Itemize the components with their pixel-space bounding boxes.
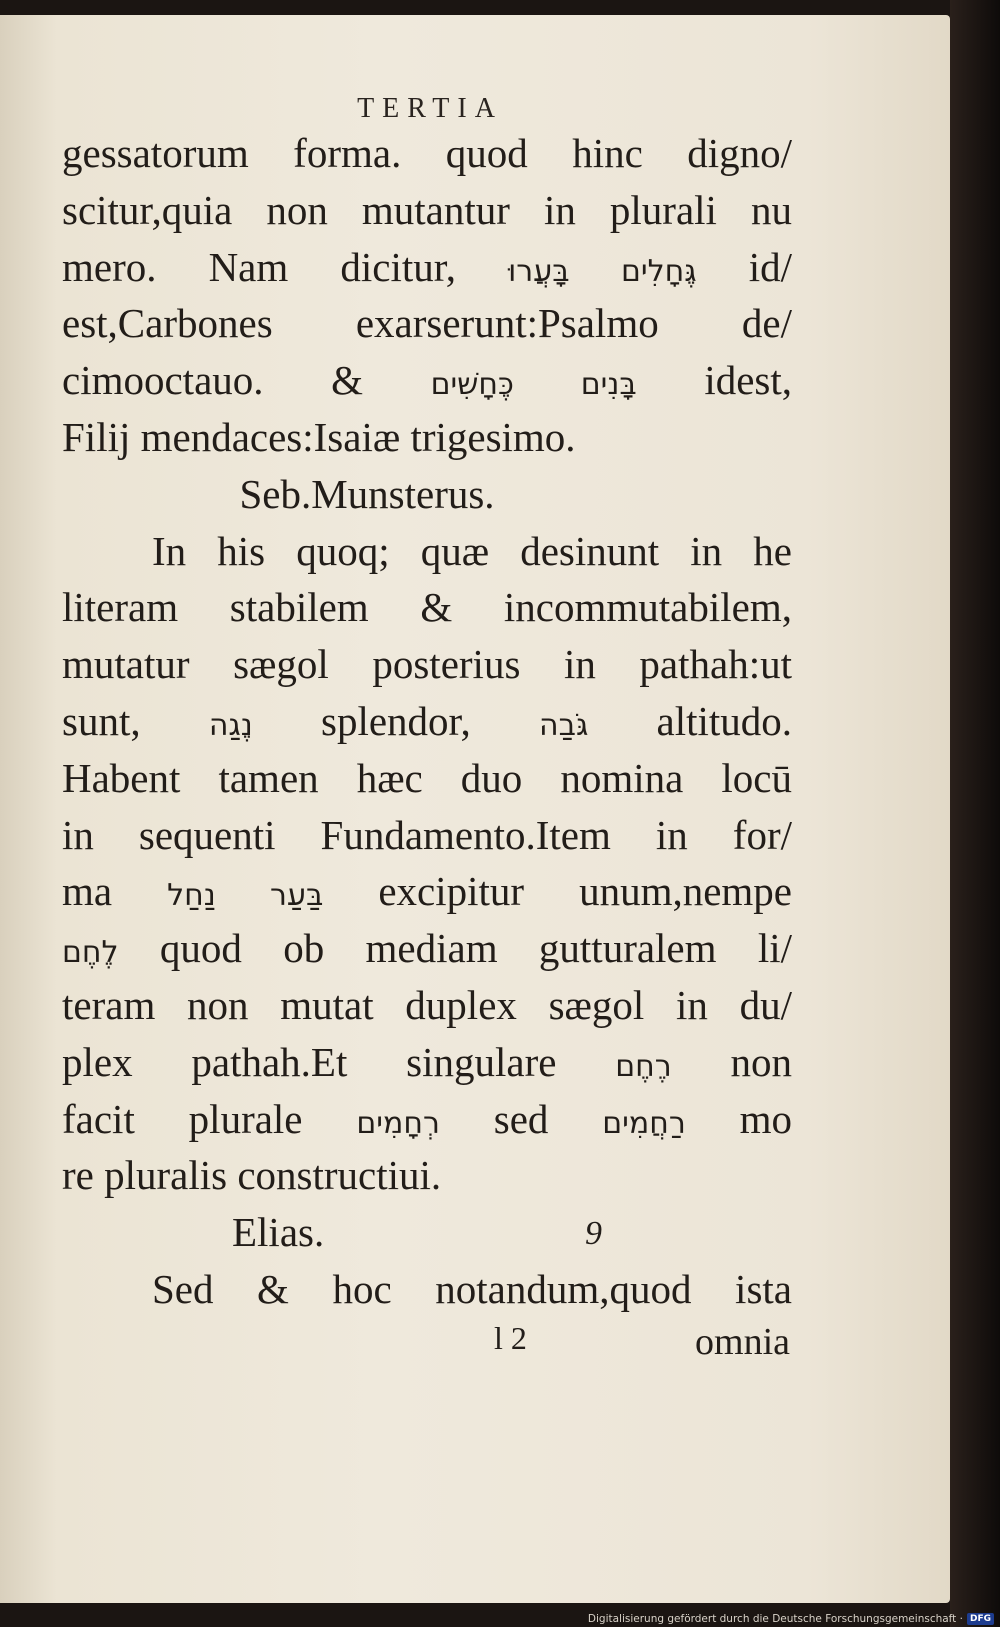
section-heading: Seb.Munsterus. — [239, 470, 495, 517]
text-line: plex pathah.Et singulare רֶחֶם non — [62, 1038, 792, 1085]
text-line: scitur,quia non mutantur in plurali nu — [62, 186, 792, 233]
text-line: facit plurale רְחָמִים sed רַחֲמִים mo — [62, 1095, 792, 1142]
book-spine — [950, 0, 1000, 1627]
text-line: re pluralis constructiui. — [62, 1152, 442, 1199]
catchword: omnia — [695, 1321, 790, 1363]
running-head: TERTIA — [357, 93, 503, 124]
credit-text: Digitalisierung gefördert durch die Deutsche Forschungsgemeinschaft · — [587, 1613, 963, 1625]
text-line: In his quoq; quæ desinunt in he — [152, 527, 792, 574]
text-line: est,Carbones exarserunt:Psalmo de/ — [62, 300, 792, 347]
text-line: gessatorum forma. quod hinc digno/ — [62, 130, 792, 176]
text-line: cimooctauo. & בָּנִים כֶּחָשִׁים idest, — [62, 357, 792, 404]
text-line: in sequenti Fundamento.Item in for/ — [62, 811, 792, 858]
text-line: mutatur sægol posterius in pathah:ut — [62, 641, 792, 688]
dfg-logo: DFG — [967, 1613, 994, 1625]
hebrew-word: גֶּחָלִים בָּעֲרוּ — [508, 253, 697, 289]
hebrew-word: רֶחֶם — [615, 1048, 672, 1084]
page-number: 9 — [585, 1215, 602, 1252]
hebrew-word: לֶחֶם — [62, 935, 119, 971]
text-line: ma בַּעַר נַחַל excipitur unum,nempe — [62, 868, 792, 915]
hebrew-word: נֶגַה — [208, 707, 253, 743]
signature-mark: l 2 — [494, 1320, 527, 1356]
hebrew-word: רְחָמִים — [356, 1105, 440, 1141]
book-page — [0, 15, 950, 1603]
hebrew-word: גֹּבַה — [539, 707, 589, 743]
text-line: Sed & hoc notandum,quod ista — [152, 1265, 792, 1312]
text-line: literam stabilem & incommutabilem, — [62, 584, 792, 631]
hebrew-word: רַחֲמִים — [602, 1105, 686, 1141]
digitization-credit — [588, 1613, 994, 1625]
text-line: Filij mendaces:Isaiæ trigesimo. — [62, 413, 576, 460]
text-line: teram non mutat duplex sægol in du/ — [62, 981, 792, 1028]
hebrew-word: בַּעַר נַחַל — [167, 878, 324, 914]
text-line: Habent tamen hæc duo nomina locū — [62, 754, 792, 801]
hebrew-word: בָּנִים כֶּחָשִׁים — [430, 367, 637, 403]
page-text — [62, 125, 792, 1318]
section-heading: Elias. — [232, 1209, 325, 1256]
text-line: sunt, נֶגַה splendor, גֹּבַה altitudo. — [62, 697, 792, 744]
text-line: mero. Nam dicitur, גֶּחָלִים בָּעֲרוּ id/ — [62, 243, 792, 290]
text-line: לֶחֶם quod ob mediam gutturalem li/ — [62, 925, 792, 972]
